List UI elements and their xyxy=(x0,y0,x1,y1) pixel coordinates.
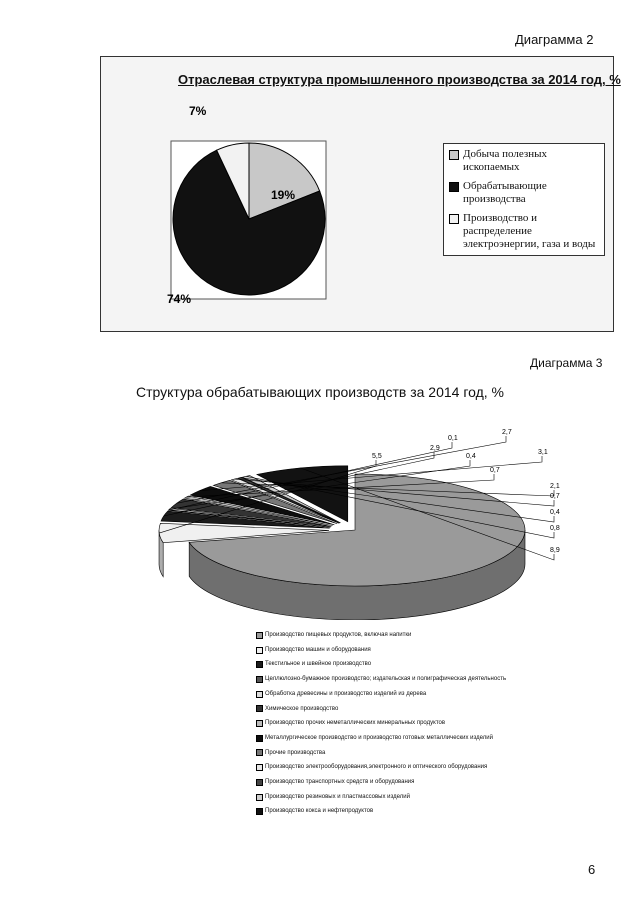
legend-swatch xyxy=(256,794,263,801)
data-label-9: 0,7 xyxy=(550,493,560,500)
legend-item-utilities xyxy=(449,212,599,251)
legend-label: Химическое производство xyxy=(265,705,339,712)
data-label-6: 0,7 xyxy=(490,467,500,474)
data-label-10: 0,4 xyxy=(550,509,560,516)
legend-item-textile xyxy=(256,657,556,672)
legend-swatch xyxy=(449,182,459,192)
legend-label: Производство машин и оборудования xyxy=(265,646,371,653)
legend-label: Производство и распределение электроэнергии, газа и воды xyxy=(463,212,596,250)
legend-item-other xyxy=(256,746,556,761)
legend-swatch xyxy=(256,720,263,727)
legend-swatch xyxy=(256,632,263,639)
legend-label: Производство транспортных средств и оборудования xyxy=(265,779,415,786)
data-label-1: 5,5 xyxy=(372,453,382,460)
chart-1-title: Отраслевая структура промышленного производства за 2014 год, % xyxy=(178,72,621,87)
data-label-3: 0,1 xyxy=(448,435,458,442)
chart-2-legend xyxy=(256,628,556,819)
legend-swatch xyxy=(449,150,459,160)
legend-item-metallurgy xyxy=(256,731,556,746)
data-label-12: 8,9 xyxy=(550,547,560,554)
legend-item-pulp-paper xyxy=(256,672,556,687)
legend-item-mining xyxy=(449,148,599,174)
legend-item-food xyxy=(256,628,556,643)
chart-1-legend xyxy=(443,143,605,256)
legend-swatch xyxy=(256,691,263,698)
data-label-manufacturing: 74% xyxy=(167,292,192,306)
legend-label: Производство резиновых и пластмассовых изделий xyxy=(265,793,410,800)
legend-swatch xyxy=(256,661,263,668)
legend-label: Обработка древесины и производство изделий из дерева xyxy=(265,690,427,697)
page-number: 6 xyxy=(588,862,596,877)
legend-label: Прочие производства xyxy=(265,749,326,756)
data-label-8: 2,1 xyxy=(550,483,560,490)
legend-label: Производство электрооборудования,электронного и оптического оборудования xyxy=(265,764,488,771)
legend-swatch xyxy=(256,647,263,654)
legend-swatch xyxy=(256,764,263,771)
chart-2-svg xyxy=(150,420,580,620)
data-label-mining: 19% xyxy=(271,188,296,202)
legend-label: Производство пищевых продуктов, включая напитки xyxy=(265,632,412,638)
legend-item-rubber-plastic xyxy=(256,790,556,805)
legend-item-manufacturing xyxy=(449,180,599,206)
legend-swatch xyxy=(256,676,263,683)
legend-swatch xyxy=(449,214,459,224)
diagram-3-label: Диаграмма 3 xyxy=(530,356,603,370)
chart-2-title: Структура обрабатывающих производств за 2014 год, % xyxy=(136,384,504,400)
data-label-11: 0,8 xyxy=(550,525,560,532)
legend-label: Текстильное и швейное производство xyxy=(265,661,372,668)
diagram-2-label: Диаграмма 2 xyxy=(515,32,594,47)
data-label-4: 0,4 xyxy=(466,453,476,460)
legend-item-machinery xyxy=(256,643,556,658)
legend-label: Обрабатывающие производства xyxy=(463,180,547,205)
legend-swatch xyxy=(256,808,263,815)
legend-label: Металлургическое производство и производство готовых металлических изделий xyxy=(265,734,493,741)
legend-item-electrical xyxy=(256,760,556,775)
legend-swatch xyxy=(256,735,263,742)
legend-label: Целлюлозно-бумажное производство; издательская и полиграфическая деятельность xyxy=(265,676,507,683)
data-label-2: 2,9 xyxy=(430,445,440,452)
legend-label: Производство прочих неметаллических минеральных продуктов xyxy=(265,720,446,727)
legend-item-transport xyxy=(256,775,556,790)
legend-item-wood xyxy=(256,687,556,702)
legend-swatch xyxy=(256,705,263,712)
legend-swatch xyxy=(256,749,263,756)
data-label-7: 3,1 xyxy=(538,449,548,456)
legend-item-chemical xyxy=(256,702,556,717)
legend-label: Производство кокса и нефтепродуктов xyxy=(265,808,374,815)
data-label-5: 2,7 xyxy=(502,429,512,436)
legend-swatch xyxy=(256,779,263,786)
legend-item-coke-petroleum xyxy=(256,804,556,819)
data-label-utilities: 7% xyxy=(189,104,207,118)
legend-item-non-metallic xyxy=(256,716,556,731)
legend-label: Добыча полезных ископаемых xyxy=(463,148,548,173)
